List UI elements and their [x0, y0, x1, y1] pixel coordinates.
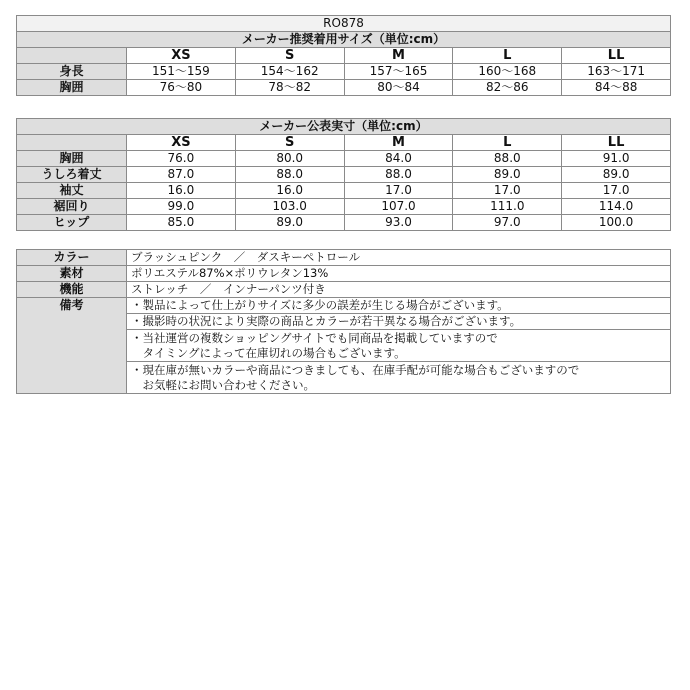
- table-cell: 78〜82: [235, 80, 344, 96]
- table-cell: 84〜88: [562, 80, 671, 96]
- table-cell: 16.0: [127, 183, 236, 199]
- size-header: XS: [127, 135, 236, 151]
- table-row: [17, 199, 671, 215]
- table-row: [17, 151, 671, 167]
- row-label: 袖丈: [17, 183, 127, 199]
- table-row: [17, 64, 671, 80]
- table-cell: 16.0: [235, 183, 344, 199]
- table-cell: 111.0: [453, 199, 562, 215]
- table-cell: 87.0: [127, 167, 236, 183]
- recommended-size-title: メーカー推奨着用サイズ（単位:cm）: [17, 32, 671, 48]
- function-value: ストレッチ ／ インナーパンツ付き: [127, 282, 671, 298]
- table-row: [17, 80, 671, 96]
- recommended-size-table: [16, 15, 671, 96]
- size-header: L: [453, 48, 562, 64]
- table-cell: 93.0: [344, 215, 453, 231]
- size-header: M: [344, 135, 453, 151]
- table-row: [17, 215, 671, 231]
- table-cell: 89.0: [235, 215, 344, 231]
- table-cell: 100.0: [562, 215, 671, 231]
- row-label: 身長: [17, 64, 127, 80]
- table-cell: 17.0: [562, 183, 671, 199]
- table-cell: 82〜86: [453, 80, 562, 96]
- row-label: うしろ着丈: [17, 167, 127, 183]
- size-header: S: [235, 48, 344, 64]
- notes-label: 備考: [17, 298, 127, 394]
- product-details-table: [16, 249, 671, 394]
- actual-size-title: メーカー公表実寸（単位:cm）: [17, 119, 671, 135]
- row-label: 胸囲: [17, 80, 127, 96]
- table-cell: 97.0: [453, 215, 562, 231]
- row-label: 胸囲: [17, 151, 127, 167]
- table-cell: 163〜171: [562, 64, 671, 80]
- color-row: [17, 250, 671, 266]
- table-cell: 160〜168: [453, 64, 562, 80]
- table-cell: 84.0: [344, 151, 453, 167]
- note-item: ・当社運営の複数ショッピングサイトでも同商品を掲載していますので タイミングによって在庫切れの場合もございます。: [127, 330, 671, 362]
- note-item: ・製品によって仕上がりサイズに多少の誤差が生じる場合がございます。: [127, 298, 671, 314]
- table-cell: 89.0: [562, 167, 671, 183]
- table-cell: 17.0: [344, 183, 453, 199]
- table-cell: 85.0: [127, 215, 236, 231]
- table-cell: 76.0: [127, 151, 236, 167]
- table-cell: 17.0: [453, 183, 562, 199]
- table-cell: 99.0: [127, 199, 236, 215]
- row-label: ヒップ: [17, 215, 127, 231]
- size-header: LL: [562, 48, 671, 64]
- table-cell: 88.0: [344, 167, 453, 183]
- actual-size-table: [16, 118, 671, 231]
- table-cell: 80〜84: [344, 80, 453, 96]
- product-code: RO878: [17, 16, 671, 32]
- size-header: LL: [562, 135, 671, 151]
- size-header: XS: [127, 48, 236, 64]
- function-row: [17, 282, 671, 298]
- size-header: L: [453, 135, 562, 151]
- size-header: M: [344, 48, 453, 64]
- row-label: 裾回り: [17, 199, 127, 215]
- table-cell: 80.0: [235, 151, 344, 167]
- color-label: カラー: [17, 250, 127, 266]
- table-cell: 151〜159: [127, 64, 236, 80]
- table-cell: 107.0: [344, 199, 453, 215]
- size-header-row: [17, 135, 671, 151]
- material-value: ポリエステル87%×ポリウレタン13%: [127, 266, 671, 282]
- material-row: [17, 266, 671, 282]
- table-cell: 89.0: [453, 167, 562, 183]
- function-label: 機能: [17, 282, 127, 298]
- notes-row: [17, 298, 671, 314]
- note-item: ・撮影時の状況により実際の商品とカラーが若干異なる場合がございます。: [127, 314, 671, 330]
- size-header: S: [235, 135, 344, 151]
- table-cell: 76〜80: [127, 80, 236, 96]
- table-cell: 154〜162: [235, 64, 344, 80]
- table-row: [17, 167, 671, 183]
- table-row: [17, 183, 671, 199]
- table-cell: 88.0: [235, 167, 344, 183]
- table-cell: 157〜165: [344, 64, 453, 80]
- table-cell: 91.0: [562, 151, 671, 167]
- note-item: ・現在庫が無いカラーや商品につきましても、在庫手配が可能な場合もございますので お気軽にお問い合わせください。: [127, 362, 671, 394]
- material-label: 素材: [17, 266, 127, 282]
- table-cell: 103.0: [235, 199, 344, 215]
- size-header-row: [17, 48, 671, 64]
- color-value: ブラッシュピンク ／ ダスキーペトロール: [127, 250, 671, 266]
- table-cell: 88.0: [453, 151, 562, 167]
- table-cell: 114.0: [562, 199, 671, 215]
